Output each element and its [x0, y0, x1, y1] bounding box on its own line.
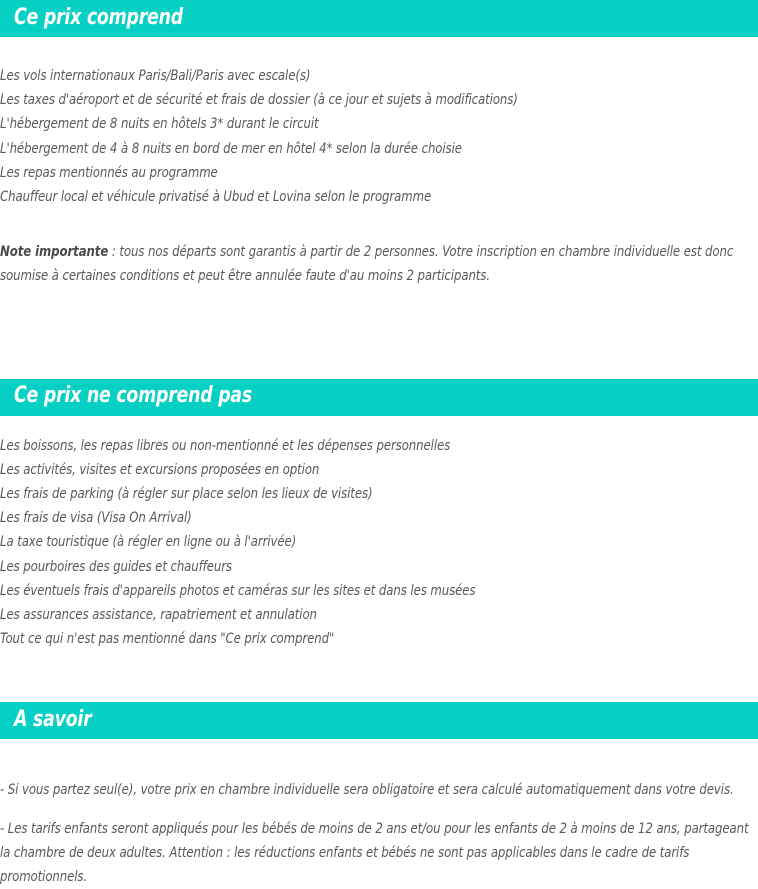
section-body-good-to-know: [0, 739, 758, 889]
list-item: La taxe touristique (à régler en ligne ou à l'arrivée): [0, 534, 297, 551]
important-note-label: Note importante: [0, 243, 109, 260]
list-item: Les assurances assistance, rapatriement et annulation: [0, 607, 317, 624]
list-item: Les éventuels frais d'appareils photos et caméras sur les sites et dans les musées: [0, 582, 476, 599]
note-paragraph: - Les tarifs enfants seront appliqués pour les bébés de moins de 2 ans et/ou pour les enfants de 2 à moins de 12 ans, partageant la chambre de deux adultes. Attention : les réductions enfants et bébés ne sont pas applicables dans le cadre de tarifs promotionnels.: [0, 820, 749, 886]
section-title-not-included: Ce prix ne comprend pas: [14, 383, 253, 409]
list-item: Les boissons, les repas libres ou non-mentionné et les dépenses personnelles: [0, 437, 451, 454]
important-note-text: : tous nos départs sont garantis à partir de 2 personnes. Votre inscription en chambre individuelle est donc soumise à certaines conditions et peut être annulée faute d'au moins 2 participants.: [0, 243, 734, 284]
list-item: Les vols internationaux Paris/Bali/Paris avec escale(s): [0, 68, 311, 84]
section-title-included: Ce prix comprend: [14, 4, 183, 30]
spacer: [0, 37, 758, 64]
list-item: Les taxes d'aéroport et de sécurité et frais de dossier (à ce jour et sujets à modifications): [0, 92, 518, 109]
spacer: [0, 209, 758, 225]
note-paragraph: - Si vous partez seul(e), votre prix en chambre individuelle sera obligatoire et sera calculé automatiquement dans votre devis.: [0, 781, 734, 798]
section-header-good-to-know: [0, 702, 758, 739]
included-list: [0, 64, 758, 209]
section-body-not-included: [0, 416, 758, 652]
spacer: [0, 416, 758, 434]
list-item: Les frais de visa (Visa On Arrival): [0, 510, 192, 527]
section-title-good-to-know: A savoir: [14, 706, 92, 732]
not-included-list: [0, 434, 758, 652]
list-item: L'hébergement de 8 nuits en hôtels 3* durant le circuit: [0, 116, 319, 133]
spacer: [0, 739, 758, 763]
list-item: Les pourboires des guides et chauffeurs: [0, 558, 232, 575]
spacer: [0, 651, 758, 702]
list-item: Chauffeur local et véhicule privatisé à Ubud et Lovina selon le programme: [0, 189, 432, 206]
list-item: L'hébergement de 4 à 8 nuits en bord de mer en hôtel 4* selon la durée choisie: [0, 140, 462, 157]
list-item: Les repas mentionnés au programme: [0, 164, 218, 181]
section-body-included: [0, 37, 758, 288]
list-item: Les frais de parking (à régler sur place selon les lieux de visites): [0, 486, 373, 503]
section-header-included: [0, 0, 758, 37]
list-item: Les activités, visites et excursions proposées en option: [0, 461, 320, 478]
spacer: [0, 303, 758, 379]
list-item: Tout ce qui n'est pas mentionné dans "Ce prix comprend": [0, 631, 335, 648]
important-note: [0, 240, 757, 288]
section-header-not-included: [0, 379, 758, 416]
